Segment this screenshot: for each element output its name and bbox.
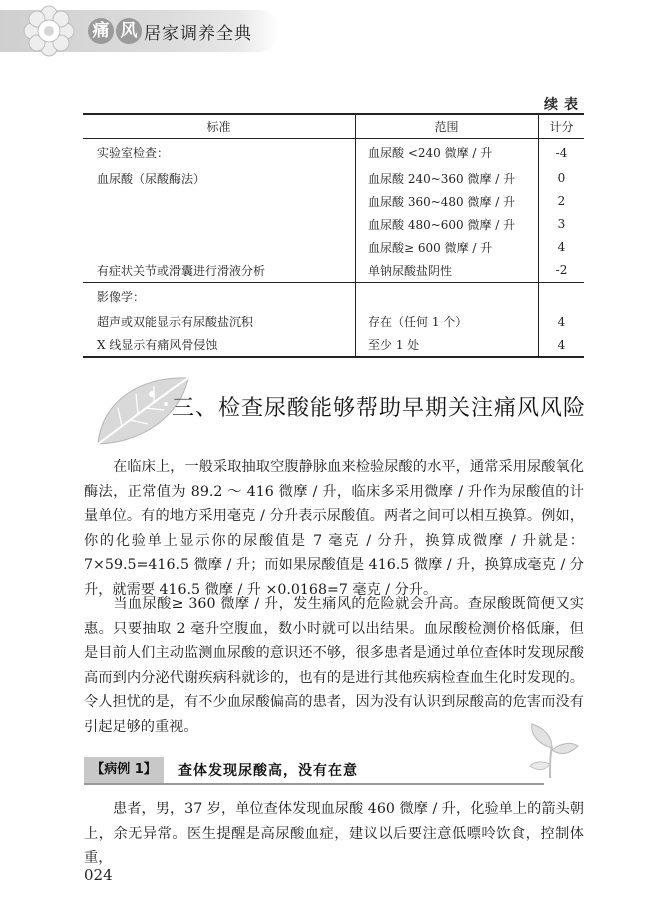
table-cell: 血尿酸（尿酸酶法） <box>97 171 206 186</box>
section-title: 三、检查尿酸能够帮助早期关注痛风风险 <box>172 396 587 421</box>
flower-ornament-icon <box>22 4 76 58</box>
table-cell: 4 <box>539 333 585 357</box>
table-cell: 4 <box>539 310 585 333</box>
running-header <box>0 0 650 62</box>
table-continued-label: 续表 <box>544 97 584 113</box>
table-cell <box>83 236 356 259</box>
table-cell <box>83 213 356 236</box>
case-header <box>84 757 584 785</box>
case-tag: 【病例 1】 <box>84 757 164 783</box>
header-title: 居家调养全典 <box>144 24 252 44</box>
case-title: 查体发现尿酸高，没有在意 <box>178 763 358 779</box>
header-char-1: 痛 <box>88 18 114 44</box>
table-cell: -4 <box>539 139 585 167</box>
body-paragraph: 患者，男，37 岁，单位查体发现血尿酸 460 微摩 / 升，化验单上的箭头朝上，余无异常。医生提醒是高尿酸血症，建议以后要注意低嘌呤饮食，控制体重， <box>84 801 584 866</box>
table-cell: 0 <box>539 167 585 190</box>
table-cell: 有症状关节或滑囊进行滑液分析 <box>97 263 266 278</box>
table-cell: 实验室检查： <box>97 146 170 161</box>
table-cell: 单钠尿酸盐阴性 <box>356 259 539 283</box>
table-cell: 超声或双能显示有尿酸盐沉积 <box>97 315 254 329</box>
table-row <box>83 139 584 167</box>
table-cell: 3 <box>539 213 585 236</box>
table-cell: 血尿酸≥ 600 微摩 / 升 <box>356 236 539 259</box>
table-cell: 血尿酸 360~480 微摩 / 升 <box>356 190 539 213</box>
column-header: 计分 <box>539 114 585 139</box>
body-paragraph: 在临床上，一般采取抽取空腹静脉血来检验尿酸的水平，通常采用尿酸氧化酶法，正常值为 89.2 ～ 416 微摩 / 升，临床多采用微摩 / 升作为尿酸值的计量单位。有的地方采用毫克 / 分升表示尿酸值。两者之间可以相互换算。例如，你的化验单上显示你的尿酸值是 7 毫克 / 分升，换算成微摩 / 升就是：7×59.5=416.5 微摩 / 升；而如果尿酸值是 416.5 微摩 / 升，换算成毫克 / 分升，就需要 416.5 微摩 / 升 ×0.0168=7 毫克 / 分升。 <box>84 459 584 598</box>
table-row <box>83 167 584 190</box>
table-row <box>83 190 584 213</box>
column-header: 范围 <box>356 114 539 139</box>
header-char-2: 风 <box>116 18 142 44</box>
table-cell: 影像学： <box>83 282 356 310</box>
scoring-table <box>83 113 584 358</box>
table-cell: -2 <box>539 259 585 283</box>
table-row <box>83 259 584 283</box>
table-row <box>83 333 584 357</box>
table-row <box>83 236 584 259</box>
table-row <box>83 213 584 236</box>
table-cell: 2 <box>539 190 585 213</box>
column-header: 标准 <box>83 114 356 139</box>
table-row <box>83 282 584 310</box>
table-cell: 血尿酸 <240 微摩 / 升 <box>356 139 539 167</box>
table-cell <box>356 282 539 310</box>
page-number: 024 <box>84 866 113 884</box>
table-cell: X 线显示有痛风骨侵蚀 <box>83 333 356 357</box>
table-cell: 血尿酸 240~360 微摩 / 升 <box>356 167 539 190</box>
body-paragraph: 当血尿酸≥ 360 微摩 / 升，发生痛风的危险就会升高。查尿酸既简便又实惠。只要抽取 2 毫升空腹血，数小时就可以出结果。血尿酸检测价格低廉，但是目前人们主动监测血尿酸的意识还不够，很多患者是通过单位查体时发现尿酸高而到内分泌代谢疾病科就诊的，也有的是进行其他疾病检查血生化时发现的。令人担忧的是，有不少血尿酸偏高的患者，因为没有认识到尿酸高的危害而没有引起足够的重视。 <box>84 596 584 735</box>
table-cell: 血尿酸 480~600 微摩 / 升 <box>356 213 539 236</box>
table-cell: 4 <box>539 236 585 259</box>
table-cell <box>539 282 585 310</box>
table-header-row <box>83 114 584 139</box>
table-cell: 至少 1 处 <box>356 333 539 357</box>
table-cell: 存在（任何 1 个） <box>356 310 539 333</box>
section-heading <box>92 370 592 450</box>
table-row <box>83 310 584 333</box>
case-underline <box>84 783 544 785</box>
table-cell <box>83 190 356 213</box>
